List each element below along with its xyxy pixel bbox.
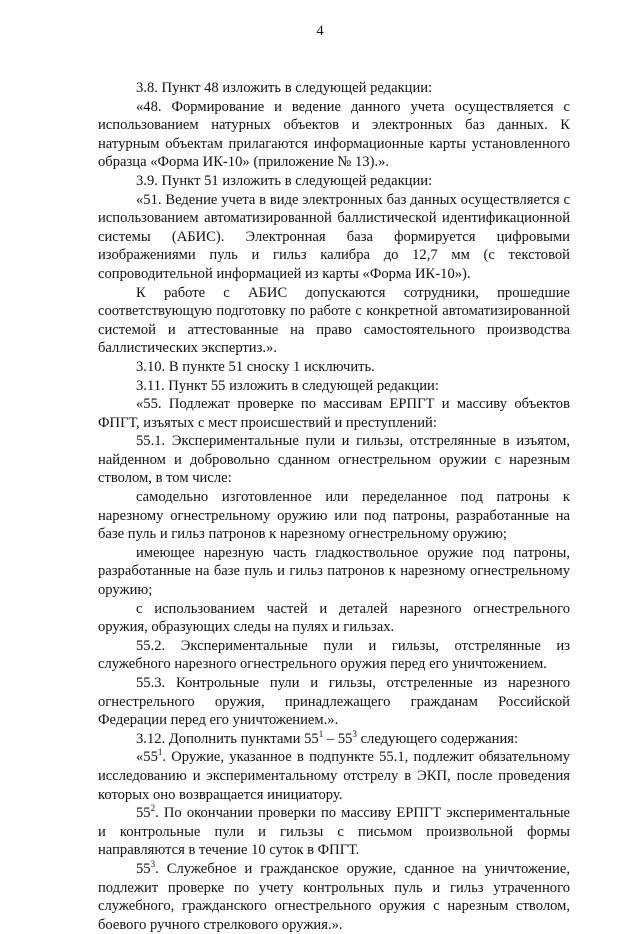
superscript: 1 xyxy=(157,747,163,758)
paragraph-3-8: 3.8. Пункт 48 изложить в следующей редакции: xyxy=(136,80,433,96)
text-run: 55 xyxy=(136,860,151,877)
paragraph-55-sup2 xyxy=(98,804,570,860)
text-run: 55 xyxy=(136,805,151,822)
paragraph-55-sup1 xyxy=(98,748,570,804)
text-run: «55 xyxy=(136,749,158,766)
list-item-parts: с использованием частей и деталей нарезного огнестрельного оружия, образующих следы на пулях и гильзах. xyxy=(98,600,570,636)
paragraph-3-9: 3.9. Пункт 51 изложить в следующей редакции: xyxy=(136,172,433,189)
superscript: 3 xyxy=(352,728,357,739)
list-item-homemade: самодельно изготовленное или переделанное под патроны к нарезному огнестрельному оружию или под патроны, разработанные на базе пуль и гильз патронов к нарезному огнестрельному оружию; xyxy=(98,489,570,543)
text-run: – 55 xyxy=(323,730,353,747)
paragraph-51: «51. Ведение учета в виде электронных баз данных осуществляется с использованием автоматизированной баллистической идентификационной системы (АБИС). Электронная база формируется цифровыми изображениями пуль и гильз калибра до 12,7 мм (с текстовой сопроводительной информацией из карты «Форма ИК-10»). xyxy=(98,191,570,282)
text-run: . Оружие, указанное в подпункте 55.1, подлежит обязательному исследованию и экспериментальному отстрелу в ЭКП, после проведения которых оно возвращается инициатору. xyxy=(98,749,570,803)
paragraph-55-sup3 xyxy=(98,860,570,934)
paragraph-48: «48. Формирование и ведение данного учета осуществляется с использованием натурных объектов и электронных баз данных. К натурным объектам прилагаются информационные карты установленного образца «Форма ИК-10» (приложение № 13).». xyxy=(98,98,570,171)
paragraph-3-11: 3.11. Пункт 55 изложить в следующей редакции: xyxy=(136,377,439,394)
superscript: 2 xyxy=(150,803,156,814)
paragraph-3-10: 3.10. В пункте 51 сноску 1 исключить. xyxy=(136,358,375,375)
superscript: 1 xyxy=(318,728,324,739)
paragraph-55-1: 55.1. Экспериментальные пули и гильзы, отстрелянные в изъятом, найденном и добровольно сданном огнестрельном оружии с нарезным стволом, в том числе: xyxy=(98,433,570,487)
text-run: 3.12. Дополнить пунктами 55 xyxy=(136,730,319,747)
superscript: 3 xyxy=(150,859,156,870)
page-number: 4 xyxy=(316,23,324,39)
paragraph-55: «55. Подлежат проверке по массивам ЕРПГТ и массиву объектов ФПГТ, изъятых с мест происшествий и преступлений: xyxy=(98,396,570,431)
document-body xyxy=(98,79,570,934)
paragraph-3-12 xyxy=(98,730,570,749)
paragraph-55-2: 55.2. Экспериментальные пули и гильзы, отстрелянные из служебного нарезного огнестрельного оружия перед его уничтожением. xyxy=(98,637,570,673)
text-run: . Служебное и гражданское оружие, сданное на уничтожение, подлежит проверке по учету контрольных пуль и гильз утраченного служебного, гражданского огнестрельного оружия с нарезным стволом, боевого ручного стрелкового оружия.». xyxy=(98,860,570,933)
text-run: . По окончании проверки по массиву ЕРПГТ экспериментальные и контрольные пули и гильзы с письмом произвольной формы направляются в течение 10 суток в ФПГТ. xyxy=(98,805,570,859)
text-run: следующего содержания: xyxy=(356,730,519,747)
list-item-smoothbore: имеющее нарезную часть гладкоствольное оружие под патроны, разработанные на базе пуль и гильз патронов к нарезному огнестрельному оружию; xyxy=(98,544,570,599)
paragraph-55-3: 55.3. Контрольные пули и гильзы, отстреленные из нарезного огнестрельного оружия, принадлежащего гражданам Российской Федерации перед его уничтожением.». xyxy=(98,675,570,729)
paragraph-abis-access: К работе с АБИС допускаются сотрудники, прошедшие соответствующую подготовку по работе с конкретной автоматизированной системой и аттестованные на право самостоятельного производства баллистических экспертиз.». xyxy=(98,284,570,357)
